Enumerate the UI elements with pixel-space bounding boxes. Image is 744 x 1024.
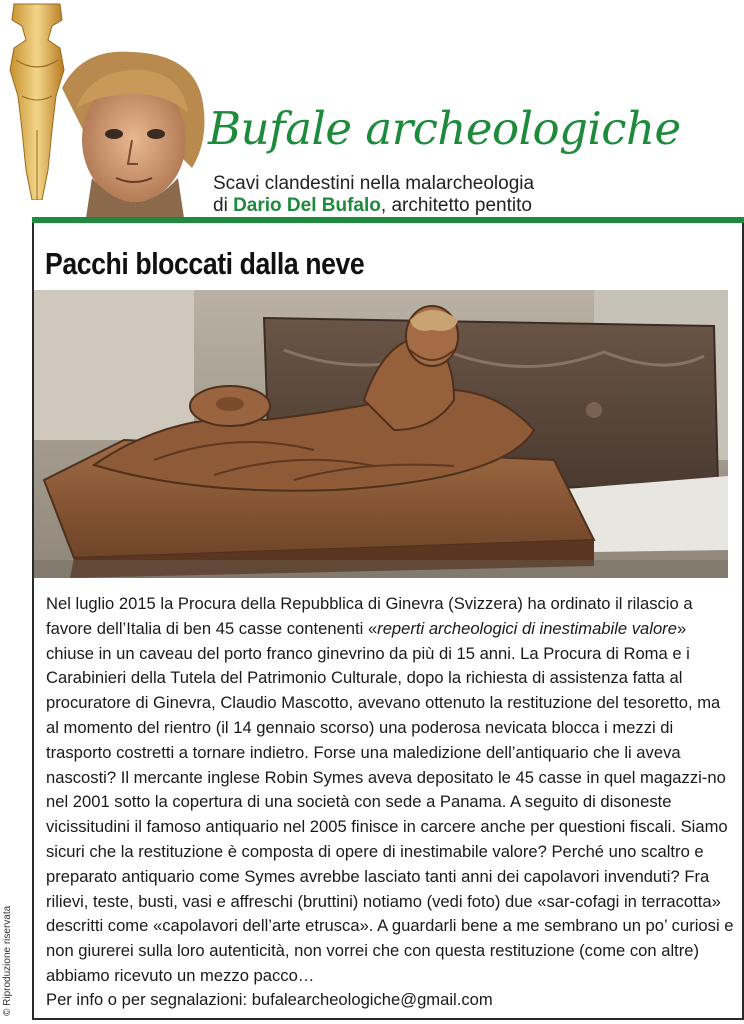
subtitle-line-1: Scavi clandestini nella malarcheologia (213, 173, 535, 194)
sarcophagus-photo (34, 290, 728, 578)
column-header (0, 0, 744, 218)
copyright-notice: © Riproduzione riservata (2, 905, 13, 1016)
author-name: Dario Del Bufalo (233, 195, 381, 216)
body-text-part-2: » chiuse in un caveau del porto franco ginevrino da più di 15 anni. La Procura di Roma e i Carabinieri della Tutela del Patrimonio Culturale, dopo la richiesta di assistenza fatta al procuratore di Ginevra, Claudio Mascotto, avevano ottenuto la restituzione del tesoretto, ma al momento del rientro (il 14 gennaio scorso) una poderosa nevicata blocca i mezzi di trasporto costretti a tornare indietro. Forse una maledizione dell’antiquario che li aveva nascosti? Il mercante inglese Robin Symes aveva depositato le 45 casse in quel magazzi-no nel 2001 sotto la copertura di una società con sede a Panama. A seguito di disoneste vicissitudini il famoso antiquario nel 2005 finisce in carcere anche per questioni fiscali. Siamo sicuri che la restituzione è composta di opere di inestimabile valore? Perché uno scaltro e preparato antiquario come Symes avrebbe lasciato tanti anni dei capolavori invenduti? Fra rilievi, teste, busti, vasi e affreschi (bruttini) notiamo (vedi foto) due «sar-cofagi in terracotta» descritti come «capolavori dell’arte etrusca». A guardarli bene a me sembrano un po’ curiosi e non giurerei sulla loro autenticità, non vorrei che con questa restituzione (come con altre) abbiamo ricevuto un mezzo pacco… (46, 618, 734, 985)
subtitle-prefix: di (213, 195, 234, 216)
series-title: Bufale archeologiche (208, 102, 681, 155)
body-text-part-1: Nel luglio 2015 la Procura della Repubblica di Ginevra (Svizzera) ha ordinato il rilascio a favore dell’Italia di ben 45 casse contenenti « (46, 594, 693, 638)
article-paragraph (46, 592, 736, 989)
subtitle-suffix: , architetto pentito (380, 195, 532, 216)
subtitle-line-2 (213, 195, 534, 217)
series-subtitle (213, 173, 534, 217)
body-text-italic: reperti archeologici di inestimabile valore (377, 618, 677, 638)
contact-line: Per info o per segnalazioni: bufalearcheologiche@gmail.com (46, 990, 493, 1009)
author-portrait (52, 48, 212, 218)
article-headline: Pacchi bloccati dalla neve (45, 246, 365, 281)
article-body (46, 592, 736, 989)
